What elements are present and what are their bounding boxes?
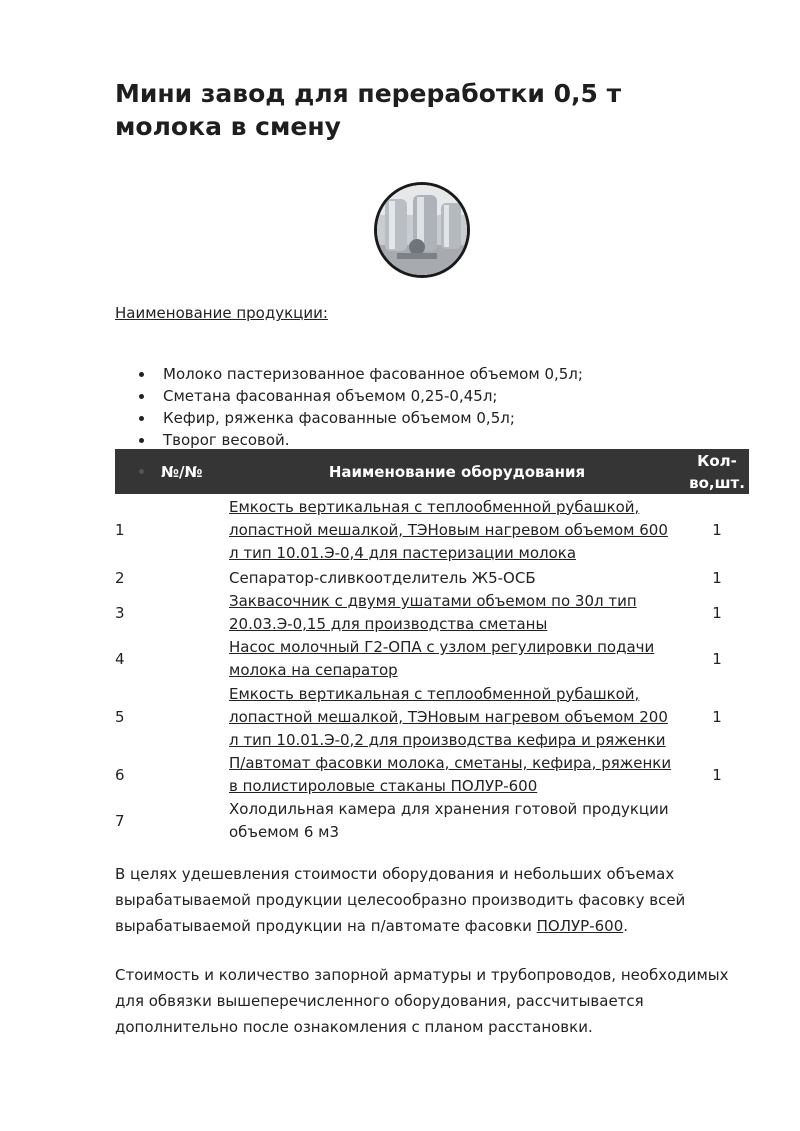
row-name-link[interactable]: Насос молочный Г2-ОПА с узлом регулировки подачи молока на сепаратор bbox=[229, 638, 655, 679]
table-row bbox=[115, 798, 749, 844]
list-item: Кефир, ряженка фасованные объемом 0,5л; bbox=[163, 407, 583, 429]
row-name: Сепаратор-сливкоотделитель Ж5-ОСБ bbox=[229, 568, 536, 587]
table-row bbox=[115, 682, 749, 752]
row-qty: 1 bbox=[712, 707, 722, 726]
list-item: Сметана фасованная объемом 0,25-0,45л; bbox=[163, 385, 583, 407]
polur-600-link[interactable]: ПОЛУР-600 bbox=[536, 917, 624, 935]
row-num: 2 bbox=[115, 568, 125, 587]
list-item: Молоко пастеризованное фасованное объемом 0,5л; bbox=[163, 365, 583, 383]
row-name-link[interactable]: Емкость вертикальная с теплообменной рубашкой, лопастной мешалкой, ТЭНовым нагревом объемом 600 л тип 10.01.Э-0,4 для пастеризации молока bbox=[229, 497, 668, 562]
products-list bbox=[115, 363, 583, 451]
row-name: Холодильная камера для хранения готовой продукции объемом 6 м3 bbox=[229, 800, 669, 841]
row-name-link[interactable]: Заквасочник с двумя ушатами объемом по 30л тип 20.03.Э-0,15 для производства сметаны bbox=[229, 592, 637, 633]
row-name-link[interactable]: Емкость вертикальная с теплообменной рубашкой, лопастной мешалкой, ТЭНовым нагревом объемом 200 л тип 10.01.Э-0,2 для производства кефира и ряженки bbox=[229, 684, 668, 749]
row-num: 6 bbox=[115, 765, 125, 784]
factory-photo-icon bbox=[377, 185, 467, 275]
header-num: №/№ bbox=[115, 449, 229, 494]
row-qty: 1 bbox=[712, 765, 722, 784]
bullet-icon bbox=[139, 469, 144, 474]
row-qty bbox=[685, 798, 749, 844]
row-num: 4 bbox=[115, 649, 125, 668]
row-qty: 1 bbox=[712, 603, 722, 622]
header-qty: Кол- во,шт. bbox=[689, 451, 745, 492]
page-title: Мини завод для переработки 0,5 т молока в смену bbox=[115, 79, 622, 141]
table-row bbox=[115, 566, 749, 590]
row-num: 5 bbox=[115, 707, 125, 726]
row-qty: 1 bbox=[712, 568, 722, 587]
list-item: Творог весовой. bbox=[163, 429, 583, 451]
paragraph-packaging: В целях удешевления стоимости оборудования и небольших объемах вырабатываемой продукции целесообразно производить фасовку всей вырабатываемой продукции на п/автомате фасовки ПОЛУР-600. bbox=[115, 865, 686, 935]
header-name: Наименование оборудования bbox=[328, 462, 586, 481]
products-label: Наименование продукции: bbox=[115, 304, 328, 322]
table-row bbox=[115, 494, 749, 566]
row-name-link[interactable]: П/автомат фасовки молока, сметаны, кефира, ряженки в полистироловые стаканы ПОЛУР-600 bbox=[229, 754, 672, 795]
table-row bbox=[115, 752, 749, 798]
equipment-photo bbox=[374, 182, 470, 278]
equipment-table bbox=[115, 449, 749, 844]
table-row bbox=[115, 636, 749, 682]
row-qty: 1 bbox=[712, 520, 722, 539]
row-qty: 1 bbox=[712, 649, 722, 668]
table-header-row bbox=[115, 449, 749, 494]
row-num: 1 bbox=[115, 520, 125, 539]
row-num: 7 bbox=[115, 811, 125, 830]
paragraph-cost: Стоимость и количество запорной арматуры и трубопроводов, необходимых для обвязки вышеперечисленного оборудования, рассчитывается дополнительно после ознакомления с планом расстановки. bbox=[115, 966, 729, 1036]
table-row bbox=[115, 590, 749, 636]
row-num: 3 bbox=[115, 603, 125, 622]
